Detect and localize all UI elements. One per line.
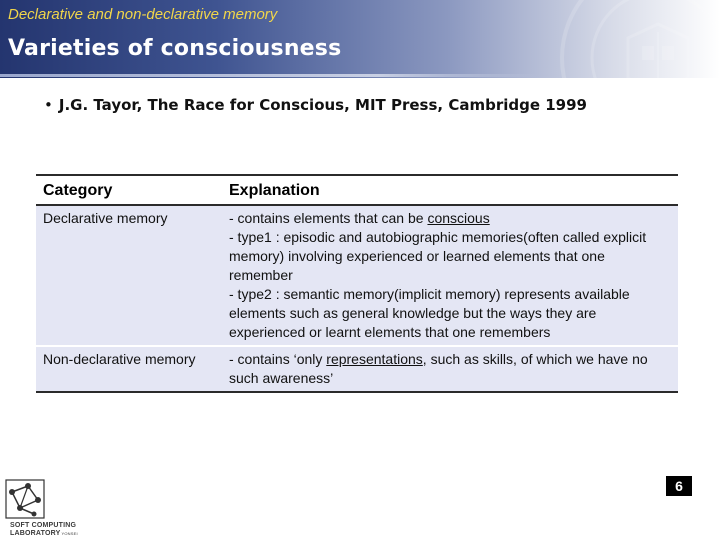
explanation-line: - type1 : episodic and autobiographic memories(often called explicit memory) involving experienced or learned elements that one remember: [229, 229, 647, 283]
table-row-declarative: [36, 206, 678, 345]
page-number: 6: [666, 476, 692, 496]
memory-table: [36, 174, 678, 393]
header-category: Category: [43, 181, 113, 199]
title-banner: [0, 0, 720, 78]
explanation-declarative: [222, 206, 678, 345]
header-divider: [0, 74, 540, 77]
lab-name-line2: LABORATORYYONSEI: [10, 530, 78, 537]
explanation-line: - type2 : semantic memory(implicit memory) represents available elements such as general knowledge but the ways they are experienced or learnt elements that one remembers: [229, 286, 630, 340]
bullet-marker: •: [44, 96, 53, 114]
reference-bullet: [44, 96, 587, 114]
explanation-nondeclarative: - contains ‘only representations, such as skills, of which we have no such awareness’: [229, 351, 648, 386]
university-seal: [558, 0, 720, 158]
slide-title: Varieties of consciousness: [8, 36, 342, 61]
lab-name-line1: SOFT COMPUTING: [10, 522, 77, 529]
table-header-row: [36, 176, 678, 206]
lab-logo-graphic: [4, 478, 84, 538]
explanation-line: - contains elements that can be conscious: [229, 210, 490, 226]
header-explanation: Explanation: [229, 181, 320, 199]
category-declarative: Declarative memory: [43, 210, 168, 226]
category-nondeclarative: Non-declarative memory: [43, 351, 196, 367]
slide-subtitle: Declarative and non-declarative memory: [8, 6, 278, 23]
reference-text: J.G. Tayor, The Race for Conscious, MIT Press, Cambridge 1999: [58, 96, 587, 114]
table-row-nondeclarative: [36, 345, 678, 391]
